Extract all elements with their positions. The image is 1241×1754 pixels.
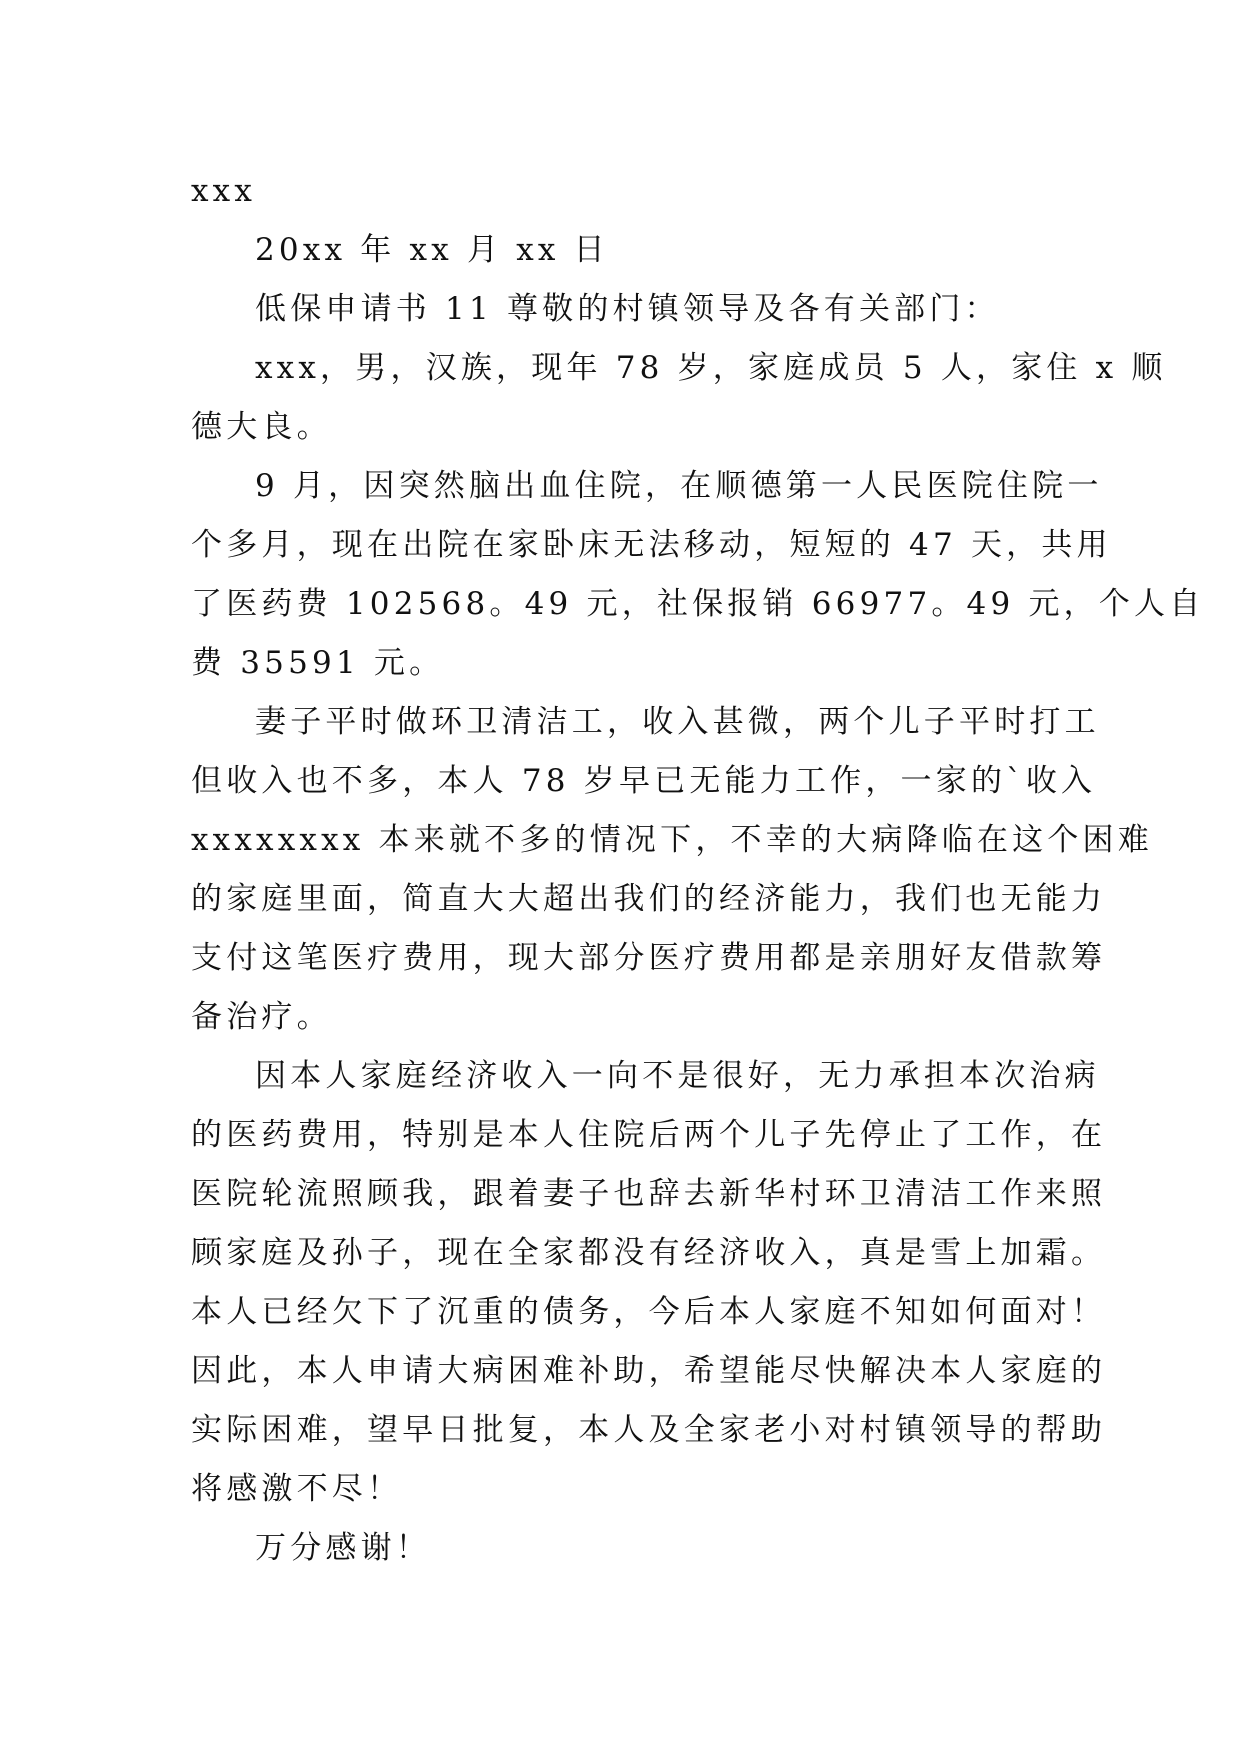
paragraph-line: 费 35591 元。: [191, 645, 445, 681]
paragraph-line: 德大良。: [191, 409, 332, 445]
paragraph-line: 医院轮流照顾我，跟着妻子也辞去新华村环卫清洁工作来照: [191, 1176, 1107, 1212]
paragraph-line: 本人已经欠下了沉重的债务，今后本人家庭不知如何面对！: [191, 1294, 1107, 1330]
paragraph-line: 实际困难，望早日批复，本人及全家老小对村镇领导的帮助: [191, 1412, 1107, 1448]
paragraph-line: 妻子平时做环卫清洁工，收入甚微，两个儿子平时打工: [255, 704, 1100, 740]
paragraph-line: 的医药费用，特别是本人住院后两个儿子先停止了工作，在: [191, 1117, 1107, 1153]
paragraph-line: 了医药费 102568。49 元，社保报销 66977。49 元，个人自: [191, 586, 1205, 622]
paragraph-line: 的家庭里面，简直大大超出我们的经济能力，我们也无能力: [191, 881, 1107, 917]
paragraph-line: 备治疗。: [191, 999, 332, 1035]
closing-thanks: 万分感谢！: [255, 1530, 431, 1566]
paragraph-line: 因此，本人申请大病困难补助，希望能尽快解决本人家庭的: [191, 1353, 1107, 1389]
paragraph-line: 将感激不尽！: [191, 1471, 403, 1507]
date-line: 20xx 年 xx 月 xx 日: [255, 232, 609, 268]
paragraph-line: 支付这笔医疗费用，现大部分医疗费用都是亲朋好友借款筹: [191, 940, 1107, 976]
title-salutation: 低保申请书 11 尊敬的村镇领导及各有关部门：: [255, 291, 1000, 327]
paragraph-line: 个多月，现在出院在家卧床无法移动，短短的 47 天，共用: [191, 527, 1112, 563]
paragraph-line: 9 月，因突然脑出血住院，在顺德第一人民医院住院一: [255, 468, 1103, 504]
paragraph-line: xxx，男，汉族，现年 78 岁，家庭成员 5 人，家住 x 顺: [255, 350, 1167, 386]
paragraph-line: 但收入也不多，本人 78 岁早已无能力工作，一家的`收入: [191, 763, 1097, 799]
signature-name: xxx: [191, 173, 257, 209]
document-body: [191, 162, 1205, 1578]
paragraph-line: xxxxxxxx 本来就不多的情况下，不幸的大病降临在这个困难: [191, 822, 1153, 858]
paragraph-line: 顾家庭及孙子，现在全家都没有经济收入，真是雪上加霜。: [191, 1235, 1107, 1271]
paragraph-line: 因本人家庭经济收入一向不是很好，无力承担本次治病: [255, 1058, 1100, 1094]
